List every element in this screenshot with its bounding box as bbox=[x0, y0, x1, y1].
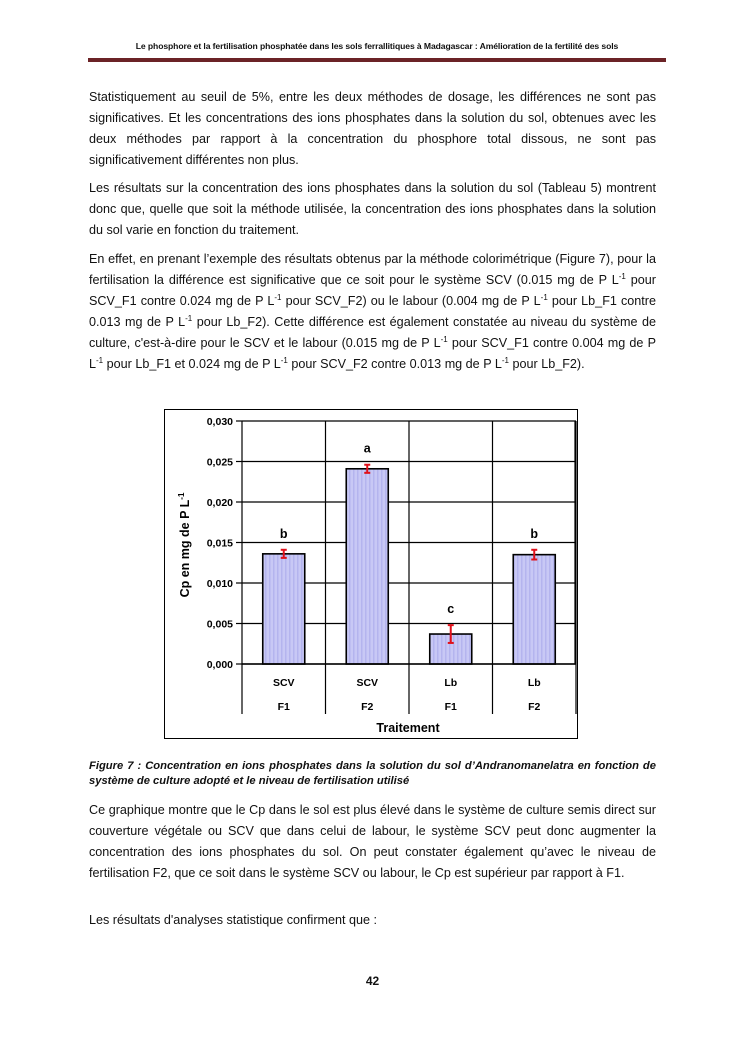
y-tick-label: 0,010 bbox=[206, 578, 233, 590]
x-tick-label: F1 bbox=[277, 701, 290, 713]
paragraph-1: Statistiquement au seuil de 5%, entre les deux méthodes de dosage, les différences ne sont pas significatives. Et les concentrations des ions phosphates dans la solution du sol, obtenues avec les deux méthodes par rapport à la concentration du phosphore total dissous, ne sont pas significativement différentes non plus. bbox=[89, 90, 656, 167]
p3-seg-5: pour Lb_F2). Cette différence est également constatée au niveau du système de culture, c'est-à-dire pour le SCV et le labour (0.015 mg de P L bbox=[89, 315, 656, 350]
bar bbox=[513, 555, 555, 664]
p3-seg-3: pour SCV_F2) ou le labour (0.004 mg de P L bbox=[281, 294, 541, 308]
chart-frame bbox=[164, 409, 578, 739]
y-tick-label: 0,020 bbox=[206, 497, 233, 509]
x-tick-label: SCV bbox=[356, 677, 379, 689]
exponent: -1 bbox=[540, 293, 548, 302]
bar bbox=[346, 469, 388, 664]
x-axis-label: Traitement bbox=[376, 721, 440, 735]
significance-letter: b bbox=[279, 526, 288, 541]
y-axis-label-exponent: -1 bbox=[177, 492, 186, 500]
figure-caption: Figure 7 : Concentration en ions phosphates dans la solution du sol d’Andranomanelatra en fonction de système de culture adopté et le niveau de fertilisation utilisé bbox=[89, 760, 656, 787]
bar bbox=[263, 554, 305, 664]
p3-seg-9: pour Lb_F2). bbox=[509, 357, 585, 371]
p3-seg-8: pour SCV_F2 contre 0.013 mg de P L bbox=[287, 357, 502, 371]
significance-letter: c bbox=[447, 602, 455, 617]
x-tick-label: F1 bbox=[444, 701, 457, 713]
significance-letter: b bbox=[530, 526, 539, 541]
y-axis-label-text: Cp en mg de P L bbox=[178, 499, 192, 598]
y-axis-label bbox=[177, 492, 192, 597]
header-rule bbox=[88, 58, 666, 62]
paragraph-5: Les résultats d'analyses statistique confirment que : bbox=[89, 913, 378, 927]
x-tick-label: SCV bbox=[272, 677, 295, 689]
exponent: -1 bbox=[280, 356, 288, 365]
significance-letter: a bbox=[363, 441, 371, 456]
x-tick-label: F2 bbox=[361, 701, 374, 713]
exponent: -1 bbox=[96, 356, 104, 365]
page-number: 42 bbox=[365, 974, 380, 988]
exponent: -1 bbox=[274, 293, 282, 302]
paragraph-2: Les résultats sur la concentration des ions phosphates dans la solution du sol (Tableau 5) montrent donc que, quelle que soit la méthode utilisée, la concentration des ions phosphates dans la solution du sol varie en fonction du traitement. bbox=[89, 181, 656, 237]
paragraph-4: Ce graphique montre que le Cp dans le sol est plus élevé dans le système de culture semis direct sur couverture végétale ou SCV que dans celui de labour, le système SCV peut donc augmenter la concentration des ions phosphates du sol. On peut constater également qu’avec le niveau de fertilisation F2, que ce soit dans le système SCV ou labour, le Cp est supérieur par rapport à F1. bbox=[89, 803, 656, 880]
exponent: -1 bbox=[440, 335, 448, 344]
x-tick-label: Lb bbox=[527, 677, 541, 689]
y-tick-label: 0,000 bbox=[206, 659, 233, 671]
exponent: -1 bbox=[618, 272, 626, 281]
exponent: -1 bbox=[501, 356, 509, 365]
y-tick-label: 0,005 bbox=[206, 618, 233, 631]
exponent: -1 bbox=[185, 314, 193, 323]
p3-seg-1: En effet, en prenant l’exemple des résultats obtenus par la méthode colorimétrique (Figure 7), pour la fertilisation la différence est significative que ce soit pour le système SCV (0.015 mg de P L bbox=[89, 252, 656, 287]
y-tick-label: 0,030 bbox=[206, 416, 233, 428]
p3-seg-6: pour SCV_F1 contre 0.004 mg de P L bbox=[89, 336, 656, 371]
p3-seg-4: pour Lb_F1 contre 0.013 mg de P L bbox=[89, 294, 656, 329]
p3-seg-2: pour SCV_F1 contre 0.024 mg de P L bbox=[89, 273, 656, 308]
running-header: Le phosphore et la fertilisation phosphatée dans les sols ferrallitiques à Madagascar : Amélioration de la fertilité des sols bbox=[135, 41, 619, 51]
p3-seg-7: pour Lb_F1 et 0.024 mg de P L bbox=[103, 357, 281, 371]
bar-chart bbox=[165, 410, 577, 738]
x-tick-label: F2 bbox=[528, 701, 541, 713]
x-tick-label: Lb bbox=[444, 677, 458, 689]
y-tick-label: 0,025 bbox=[206, 456, 233, 469]
paragraph-3 bbox=[89, 249, 656, 375]
y-tick-label: 0,015 bbox=[206, 537, 233, 550]
